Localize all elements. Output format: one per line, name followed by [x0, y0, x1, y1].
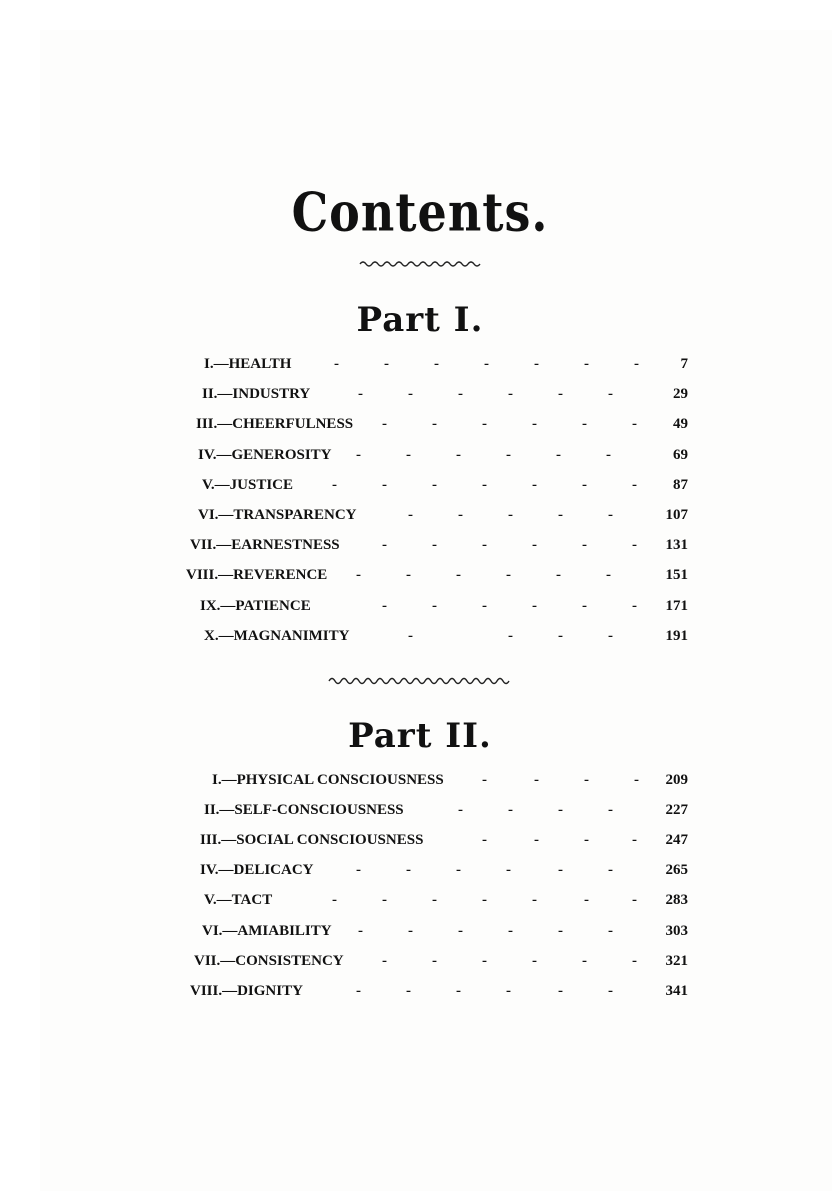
leader-dash: - — [458, 507, 463, 523]
leader-dash: - — [456, 567, 461, 584]
leader-dash: - — [534, 832, 539, 849]
toc-entry-page-number: 321 — [665, 952, 688, 969]
toc-leader-dots — [186, 505, 688, 525]
toc-entry-page-number: 209 — [665, 772, 688, 788]
leader-dash: - — [458, 802, 463, 819]
toc-leader-dots — [186, 445, 688, 465]
leader-dash: - — [558, 922, 563, 939]
leader-dash: - — [506, 862, 511, 879]
toc-entry — [186, 596, 688, 616]
leader-dash: - — [606, 567, 611, 584]
leader-dash: - — [482, 772, 487, 788]
leader-dash: - — [358, 922, 363, 939]
toc-entry-page-number: 227 — [665, 802, 688, 819]
leader-dash: - — [432, 476, 437, 493]
leader-dash: - — [432, 416, 437, 433]
toc-entry-label: I.—HEALTH — [204, 356, 292, 372]
leader-dash: - — [356, 862, 361, 879]
leader-dash: - — [532, 416, 537, 433]
toc-entry-page-number: 107 — [665, 507, 688, 523]
part-1-heading: Part I. — [356, 300, 484, 340]
leader-dash: - — [382, 537, 387, 554]
toc-entry — [186, 475, 688, 495]
toc-entry — [186, 921, 688, 941]
leader-dash: - — [508, 386, 513, 403]
leader-dash: - — [482, 476, 487, 493]
toc-entry — [186, 384, 688, 404]
leader-dash: - — [532, 597, 537, 614]
wavy-ornament-icon — [327, 674, 513, 688]
leader-dash: - — [382, 416, 387, 433]
leader-dash: - — [332, 476, 337, 493]
leader-dash: - — [334, 356, 339, 372]
toc-entry-label: VI.—AMIABILITY — [202, 922, 332, 939]
part-2-heading: Part II. — [348, 716, 492, 756]
leader-dash: - — [608, 507, 613, 523]
leader-dash: - — [506, 446, 511, 463]
leader-dash: - — [482, 952, 487, 969]
leader-dash: - — [358, 386, 363, 403]
toc-entry-label: III.—SOCIAL CONSCIOUSNESS — [200, 832, 424, 849]
leader-dash: - — [482, 892, 487, 909]
toc-entry — [186, 535, 688, 555]
leader-dash: - — [408, 507, 413, 523]
leader-dash: - — [608, 922, 613, 939]
toc-entry-label: III.—CHEERFULNESS — [196, 416, 354, 433]
toc-entry — [186, 445, 688, 465]
toc-entry-label: I.—PHYSICAL CONSCIOUSNESS — [212, 772, 444, 788]
leader-dash: - — [632, 892, 637, 909]
leader-dash: - — [608, 802, 613, 819]
toc-entry-label: II.—INDUSTRY — [202, 386, 311, 403]
leader-dash: - — [532, 476, 537, 493]
leader-dash: - — [382, 952, 387, 969]
leader-dash: - — [584, 892, 589, 909]
toc-entry-label: X.—MAGNANIMITY — [204, 627, 350, 644]
leader-dash: - — [482, 416, 487, 433]
toc-leader-dots — [186, 890, 688, 910]
toc-leader-dots — [186, 830, 688, 850]
toc-leader-dots — [186, 951, 688, 971]
toc-entry — [186, 830, 688, 850]
leader-dash: - — [532, 892, 537, 909]
toc-entry-label: VIII.—DIGNITY — [190, 982, 303, 999]
leader-dash: - — [534, 356, 539, 372]
toc-entry-page-number: 265 — [665, 862, 688, 879]
leader-dash: - — [608, 386, 613, 403]
leader-dash: - — [356, 446, 361, 463]
toc-entry — [186, 626, 688, 646]
toc-entry-label: IV.—GENEROSITY — [198, 446, 332, 463]
toc-leader-dots — [186, 860, 688, 880]
toc-leader-dots — [186, 981, 688, 1001]
leader-dash: - — [458, 386, 463, 403]
toc-entry-label: VI.—TRANSPARENCY — [198, 507, 357, 523]
leader-dash: - — [582, 476, 587, 493]
leader-dash: - — [558, 627, 563, 644]
leader-dash: - — [356, 567, 361, 584]
leader-dash: - — [456, 862, 461, 879]
leader-dash: - — [608, 627, 613, 644]
toc-entry — [186, 770, 688, 790]
leader-dash: - — [456, 446, 461, 463]
toc-entry-label: V.—JUSTICE — [202, 476, 294, 493]
leader-dash: - — [634, 772, 639, 788]
leader-dash: - — [406, 862, 411, 879]
toc-entry-label: VII.—CONSISTENCY — [194, 952, 344, 969]
leader-dash: - — [432, 952, 437, 969]
leader-dash: - — [482, 832, 487, 849]
toc-leader-dots — [186, 565, 688, 585]
leader-dash: - — [608, 982, 613, 999]
toc-leader-dots — [186, 770, 688, 790]
leader-dash: - — [558, 802, 563, 819]
leader-dash: - — [558, 862, 563, 879]
leader-dash: - — [532, 537, 537, 554]
toc-entry-page-number: 191 — [665, 627, 688, 644]
toc-entry-label: V.—TACT — [204, 892, 273, 909]
toc-entry-page-number: 303 — [665, 922, 688, 939]
leader-dash: - — [406, 982, 411, 999]
leader-dash: - — [632, 597, 637, 614]
leader-dash: - — [556, 446, 561, 463]
toc-entry — [186, 860, 688, 880]
leader-dash: - — [508, 802, 513, 819]
wavy-divider-2 — [0, 674, 840, 688]
leader-dash: - — [382, 476, 387, 493]
toc-entry-page-number: 29 — [673, 386, 688, 403]
leader-dash: - — [434, 356, 439, 372]
toc-entry — [186, 414, 688, 434]
leader-dash: - — [384, 356, 389, 372]
leader-dash: - — [508, 627, 513, 644]
toc-leader-dots — [186, 475, 688, 495]
contents-title: Contents. — [291, 180, 549, 244]
leader-dash: - — [558, 982, 563, 999]
toc-entry-page-number: 87 — [673, 476, 688, 493]
toc-leader-dots — [186, 626, 688, 646]
toc-entry-page-number: 151 — [665, 567, 688, 584]
leader-dash: - — [582, 416, 587, 433]
leader-dash: - — [332, 892, 337, 909]
leader-dash: - — [582, 597, 587, 614]
toc-entry — [186, 890, 688, 910]
leader-dash: - — [458, 922, 463, 939]
toc-leader-dots — [186, 921, 688, 941]
toc-entry-page-number: 49 — [673, 416, 688, 433]
leader-dash: - — [632, 537, 637, 554]
leader-dash: - — [534, 772, 539, 788]
toc-entry — [186, 951, 688, 971]
toc-entry — [186, 981, 688, 1001]
toc-entry-label: VIII.—REVERENCE — [186, 567, 328, 584]
toc-entry-label: IX.—PATIENCE — [200, 597, 311, 614]
leader-dash: - — [558, 507, 563, 523]
leader-dash: - — [532, 952, 537, 969]
toc-leader-dots — [186, 354, 688, 374]
leader-dash: - — [584, 356, 589, 372]
leader-dash: - — [606, 446, 611, 463]
leader-dash: - — [408, 386, 413, 403]
leader-dash: - — [634, 356, 639, 372]
leader-dash: - — [582, 537, 587, 554]
toc-entry-page-number: 283 — [665, 892, 688, 909]
leader-dash: - — [558, 386, 563, 403]
leader-dash: - — [356, 982, 361, 999]
leader-dash: - — [506, 982, 511, 999]
toc-entry — [186, 565, 688, 585]
toc-entry — [186, 354, 688, 374]
leader-dash: - — [508, 507, 513, 523]
leader-dash: - — [632, 476, 637, 493]
toc-leader-dots — [186, 414, 688, 434]
leader-dash: - — [482, 597, 487, 614]
leader-dash: - — [382, 597, 387, 614]
toc-leader-dots — [186, 596, 688, 616]
toc-entry — [186, 505, 688, 525]
leader-dash: - — [506, 567, 511, 584]
leader-dash: - — [408, 922, 413, 939]
wavy-divider-1 — [0, 258, 840, 270]
leader-dash: - — [406, 567, 411, 584]
toc-entry-page-number: 7 — [680, 356, 688, 372]
leader-dash: - — [632, 952, 637, 969]
toc-entry-page-number: 69 — [673, 446, 688, 463]
toc-leader-dots — [186, 800, 688, 820]
leader-dash: - — [482, 537, 487, 554]
leader-dash: - — [406, 446, 411, 463]
toc-entry-page-number: 171 — [665, 597, 688, 614]
leader-dash: - — [632, 832, 637, 849]
leader-dash: - — [608, 862, 613, 879]
toc-entry-page-number: 247 — [665, 832, 688, 849]
toc-leader-dots — [186, 535, 688, 555]
leader-dash: - — [432, 537, 437, 554]
leader-dash: - — [584, 772, 589, 788]
toc-entry-label: II.—SELF-CONSCIOUSNESS — [204, 802, 404, 819]
toc-entry-page-number: 341 — [665, 982, 688, 999]
toc-entry-page-number: 131 — [665, 537, 688, 554]
wavy-ornament-icon — [358, 258, 482, 270]
leader-dash: - — [432, 892, 437, 909]
leader-dash: - — [508, 922, 513, 939]
toc-entry-label: VII.—EARNESTNESS — [190, 537, 340, 554]
leader-dash: - — [432, 597, 437, 614]
leader-dash: - — [456, 982, 461, 999]
toc-entry-label: IV.—DELICACY — [200, 862, 314, 879]
toc-entry — [186, 800, 688, 820]
leader-dash: - — [582, 952, 587, 969]
leader-dash: - — [556, 567, 561, 584]
leader-dash: - — [484, 356, 489, 372]
leader-dash: - — [632, 416, 637, 433]
leader-dash: - — [408, 627, 413, 644]
toc-leader-dots — [186, 384, 688, 404]
leader-dash: - — [382, 892, 387, 909]
leader-dash: - — [584, 832, 589, 849]
